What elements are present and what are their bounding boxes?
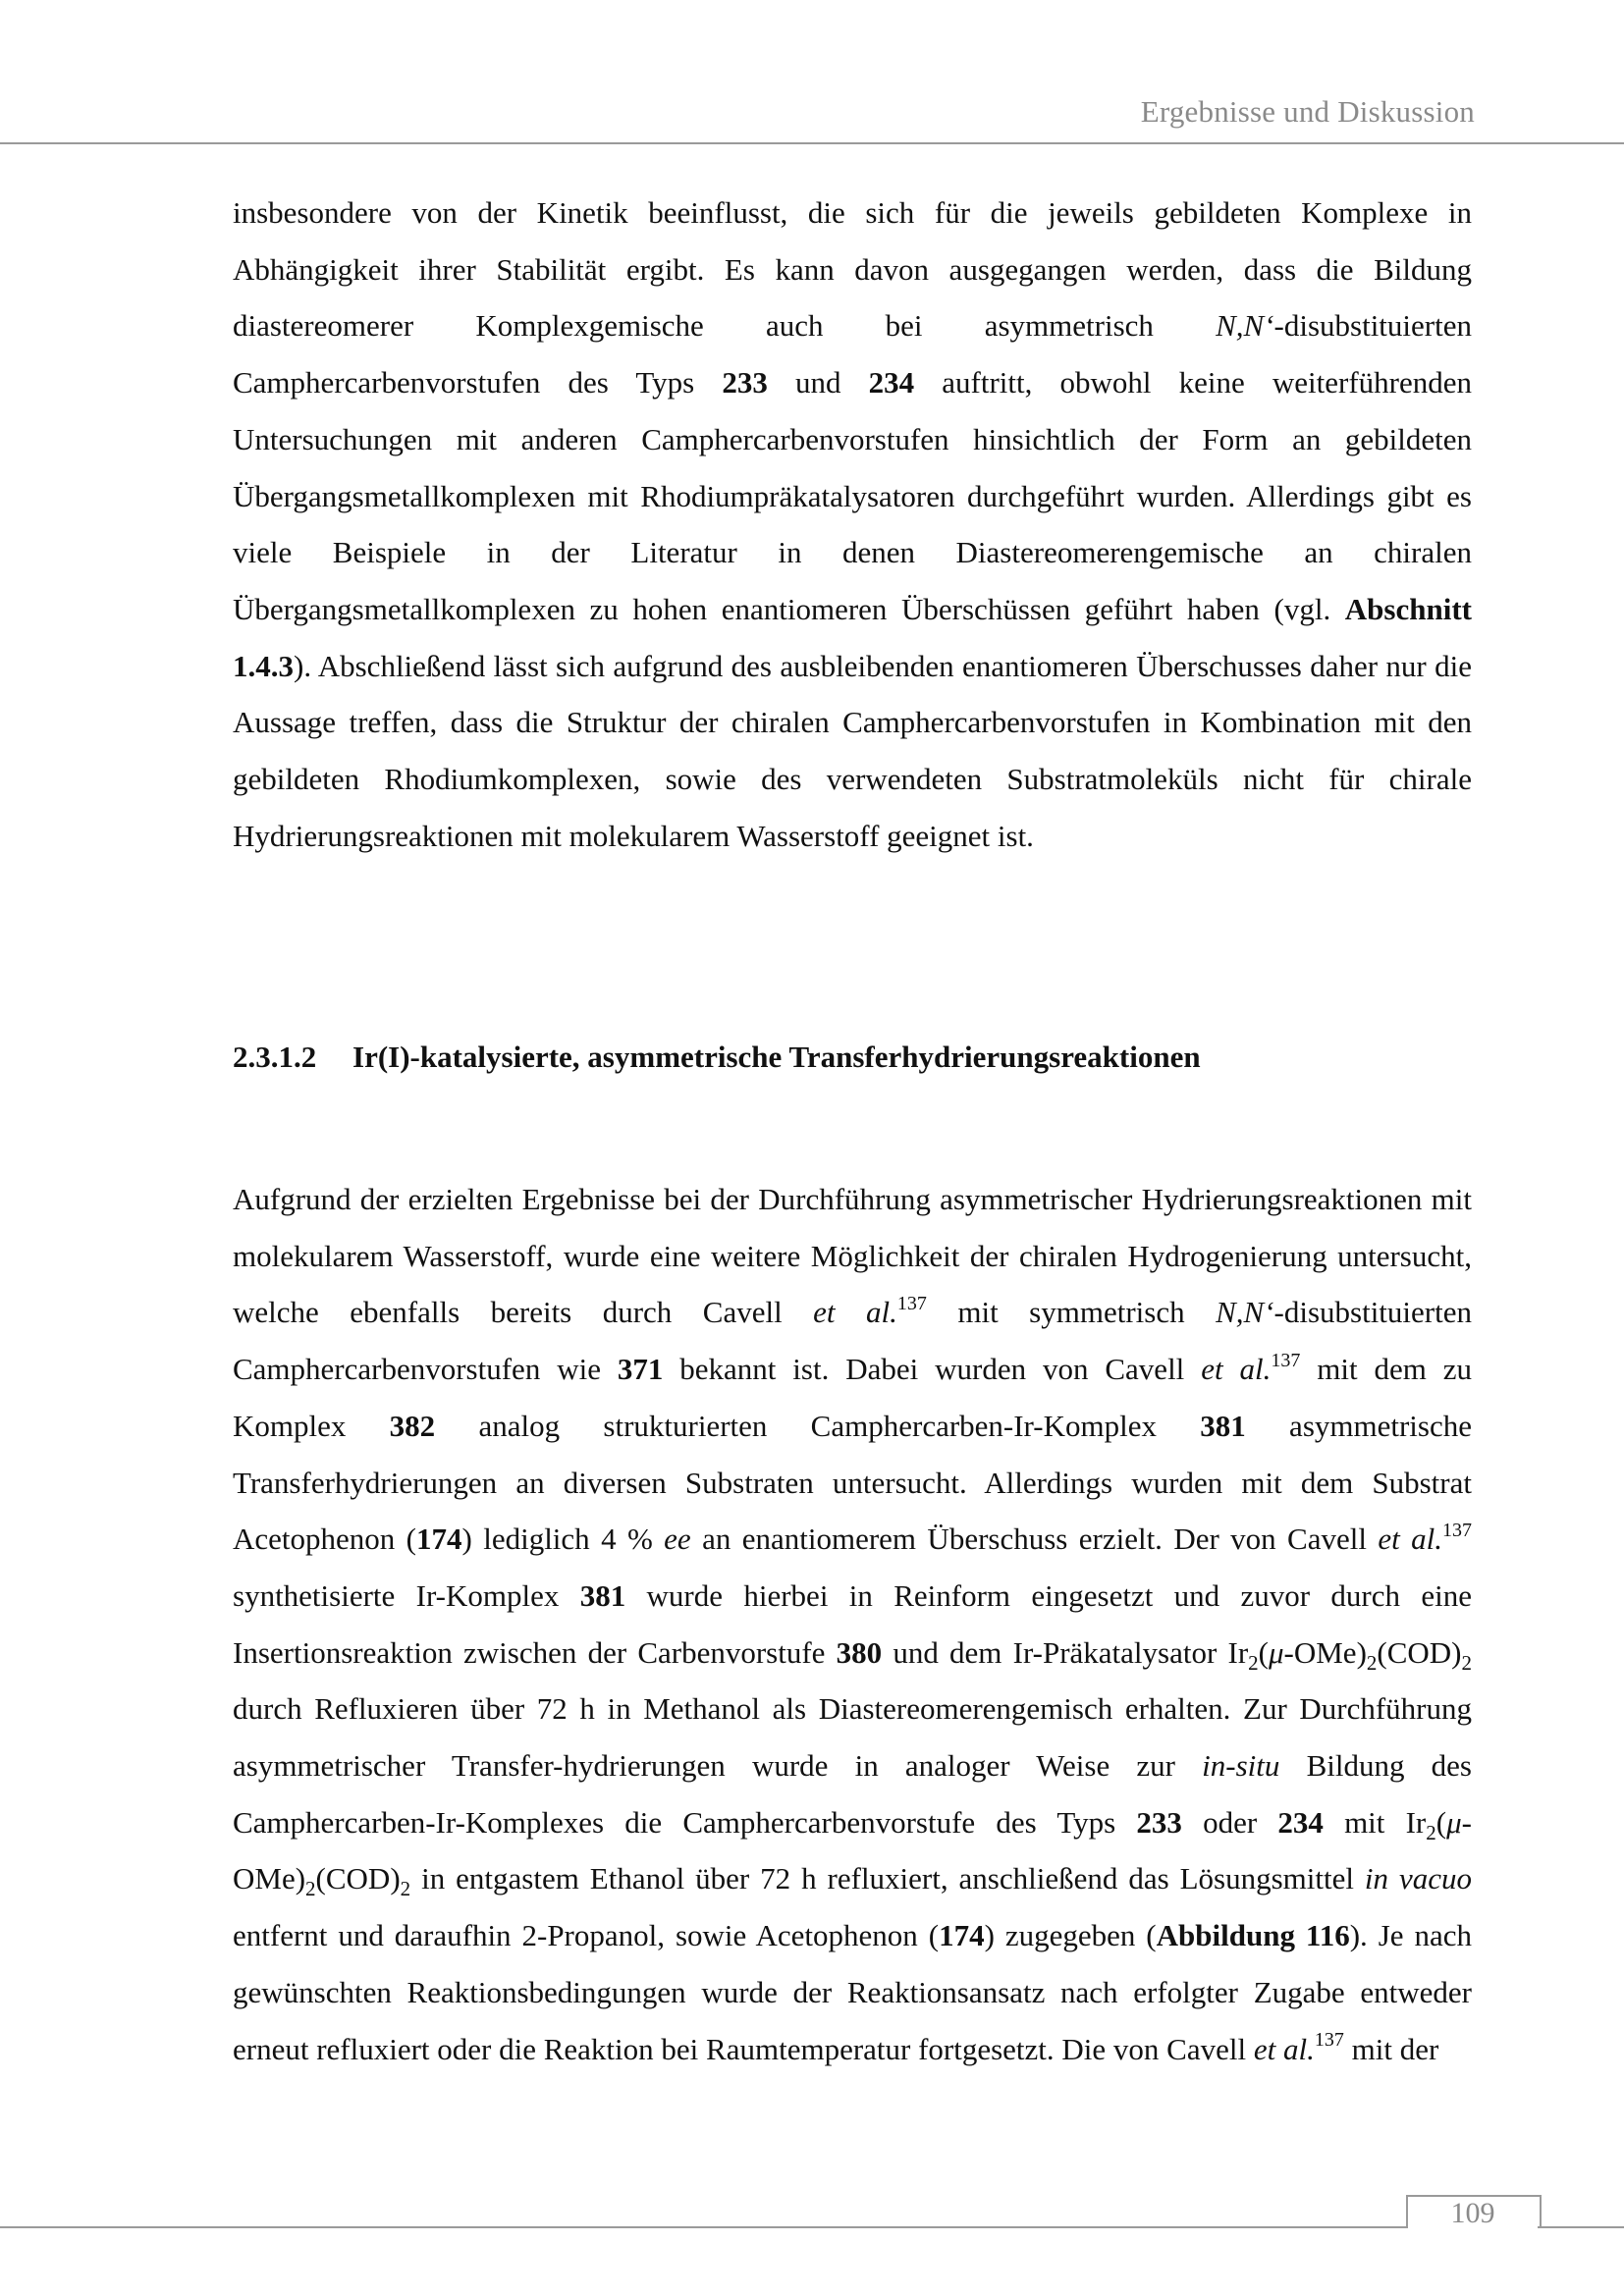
text: analog strukturierten Camphercarben-Ir-Komplex <box>435 1408 1201 1443</box>
compound-ref: 174 <box>416 1522 462 1557</box>
text: ( <box>1435 1804 1447 1840</box>
italic-text: ee <box>664 1522 691 1557</box>
text: mit Ir <box>1323 1804 1427 1840</box>
citation: 137 <box>1442 1519 1472 1541</box>
text: und <box>767 365 869 400</box>
text: ) lediglich 4 % <box>461 1522 665 1557</box>
text: mit dem zu Komplex <box>233 1352 1472 1443</box>
text: Aufgrund der erzielten Ergebnisse bei der Durchführung asymmetrischer Hydrierungsreaktionen mit molekularem Wasserstoff, wurde eine weitere Möglichkeit der chiralen Hydrogenierung untersucht, welche ebenfalls bereits durch Cavell <box>233 1182 1472 1330</box>
italic-text: et al. <box>813 1295 897 1330</box>
text: (COD) <box>315 1861 401 1896</box>
running-header: Ergebnisse und Diskussion <box>1140 94 1475 129</box>
text: auftritt, obwohl keine weiterführenden Untersuchungen mit anderen Camphercarbenvorstufen hinsichtlich der Form an gebildeten Übergangsmetallkomplexen mit Rhodiumpräkatalysatoren durchgeführt wurden. Allerdings gibt es viele Beispiele in der Literatur in denen Diastereomerengemische an chiralen Übergangsmetallkomplexen zu hohen enantiomeren Überschüssen geführt haben (vgl. <box>233 365 1473 626</box>
text: ). Je nach gewünschten Reaktionsbedingungen wurde der Reaktionsansatz nach erfolgter Zugabe entweder erneut refluxiert oder die Reaktion bei Raumtemperatur fortgesetzt. Die von Cavell <box>233 1918 1473 2066</box>
section-title: Ir(I)-katalysierte, asymmetrische Transferhydrierungsreaktionen <box>352 1040 1201 1074</box>
text: asymmetrische Transferhydrierungen an diversen Substraten untersucht. Allerdings wurden mit dem Substrat Acetophenon ( <box>233 1408 1472 1557</box>
compound-ref: 174 <box>939 1918 985 1953</box>
text: entfernt und daraufhin 2-Propanol, sowie Acetophenon ( <box>233 1918 940 1953</box>
footer-rule <box>1538 2226 1624 2228</box>
subscript: 2 <box>400 1877 411 1901</box>
text: -disubstituierten Camphercarbenvorstufen des Typs <box>233 308 1472 400</box>
italic-text: μ <box>1268 1634 1284 1670</box>
compound-ref: 380 <box>836 1634 883 1670</box>
subscript: 2 <box>305 1877 316 1901</box>
italic-text: et al. <box>1378 1522 1442 1557</box>
italic-text: et al. <box>1201 1352 1272 1387</box>
section-ref: Abschnitt 1.4.3 <box>233 591 1472 683</box>
text: wurde hierbei in Reinform eingesetzt und zuvor durch eine Insertionsreaktion zwischen der Carbenvorstufe <box>233 1577 1472 1670</box>
compound-ref: 234 <box>1277 1804 1324 1840</box>
text: mit der <box>1343 2031 1439 2066</box>
section-heading <box>233 1033 1201 1082</box>
body-paragraph-2 <box>233 1171 1472 2077</box>
italic-text: in-situ <box>1202 1748 1280 1784</box>
figure-ref: Abbildung 116 <box>1156 1918 1350 1953</box>
text: und dem Ir-Präkatalysator Ir <box>882 1634 1249 1670</box>
text: durch Refluxieren über 72 h in Methanol als Diastereomerengemisch erhalten. Zur Durchführung asymmetrischer Transfer-hydrierungen wurde in analoger Weise zur <box>233 1691 1472 1784</box>
header-rule <box>0 142 1624 144</box>
footer-rule <box>0 2226 1406 2228</box>
text: bekannt ist. Dabei wurden von Cavell <box>663 1352 1202 1387</box>
text: -disubstituierten Camphercarbenvorstufen wie <box>233 1295 1472 1387</box>
citation: 137 <box>1314 2029 1344 2052</box>
compound-ref: 371 <box>617 1352 664 1387</box>
subscript: 2 <box>1248 1650 1259 1675</box>
text: (COD) <box>1377 1634 1462 1670</box>
italic-text: in vacuo <box>1364 1861 1472 1896</box>
italic-text: et al. <box>1253 2031 1315 2066</box>
subscript: 2 <box>1461 1650 1472 1675</box>
text: oder <box>1181 1804 1278 1840</box>
text: -OMe) <box>1283 1634 1367 1670</box>
compound-ref: 233 <box>722 365 768 400</box>
text: -OMe) <box>233 1804 1472 1896</box>
compound-ref: 382 <box>389 1408 436 1443</box>
text: ) zugegeben ( <box>984 1918 1157 1953</box>
text: Bildung des Camphercarben-Ir-Komplexes die Camphercarbenvorstufe des Typs <box>233 1748 1472 1840</box>
text: insbesondere von der Kinetik beeinflusst, die sich für die jeweils gebildeten Komplexe in Abhängigkeit ihrer Stabilität ergibt. Es kann davon ausgegangen werden, dass die Bildung diastereomerer Komplexgemische auch bei asymmetrisch <box>233 195 1472 344</box>
page-number: 109 <box>1450 2197 1495 2229</box>
text: in entgastem Ethanol über 72 h refluxiert, anschließend das Lösungsmittel <box>410 1861 1365 1896</box>
text: ). Abschließend lässt sich aufgrund des ausbleibenden enantiomeren Überschusses daher nur die Aussage treffen, dass die Struktur der chiralen Camphercarbenvorstufen in Kombination mit den gebildeten Rhodiumkomplexen, sowie des verwendeten Substratmoleküls nicht für chirale Hydrierungsreaktionen mit molekularem Wasserstoff geeignet ist. <box>233 648 1472 853</box>
text: ( <box>1258 1634 1269 1670</box>
text: synthetisierte Ir-Komplex <box>233 1577 580 1613</box>
citation: 137 <box>1271 1349 1301 1371</box>
compound-ref: 234 <box>868 365 915 400</box>
subscript: 2 <box>1426 1820 1436 1844</box>
italic-text: N,N‘ <box>1216 1295 1274 1330</box>
italic-text: N,N‘ <box>1216 308 1274 344</box>
compound-ref: 381 <box>1200 1408 1246 1443</box>
compound-ref: 233 <box>1136 1804 1182 1840</box>
body-paragraph-1 <box>233 185 1472 864</box>
subscript: 2 <box>1366 1650 1378 1675</box>
text: an enantiomerem Überschuss erzielt. Der von Cavell <box>690 1522 1379 1557</box>
text: mit symmetrisch <box>926 1295 1217 1330</box>
compound-ref: 381 <box>579 1577 626 1613</box>
citation: 137 <box>896 1293 927 1315</box>
italic-text: μ <box>1446 1804 1462 1840</box>
section-number: 2.3.1.2 <box>233 1040 317 1074</box>
